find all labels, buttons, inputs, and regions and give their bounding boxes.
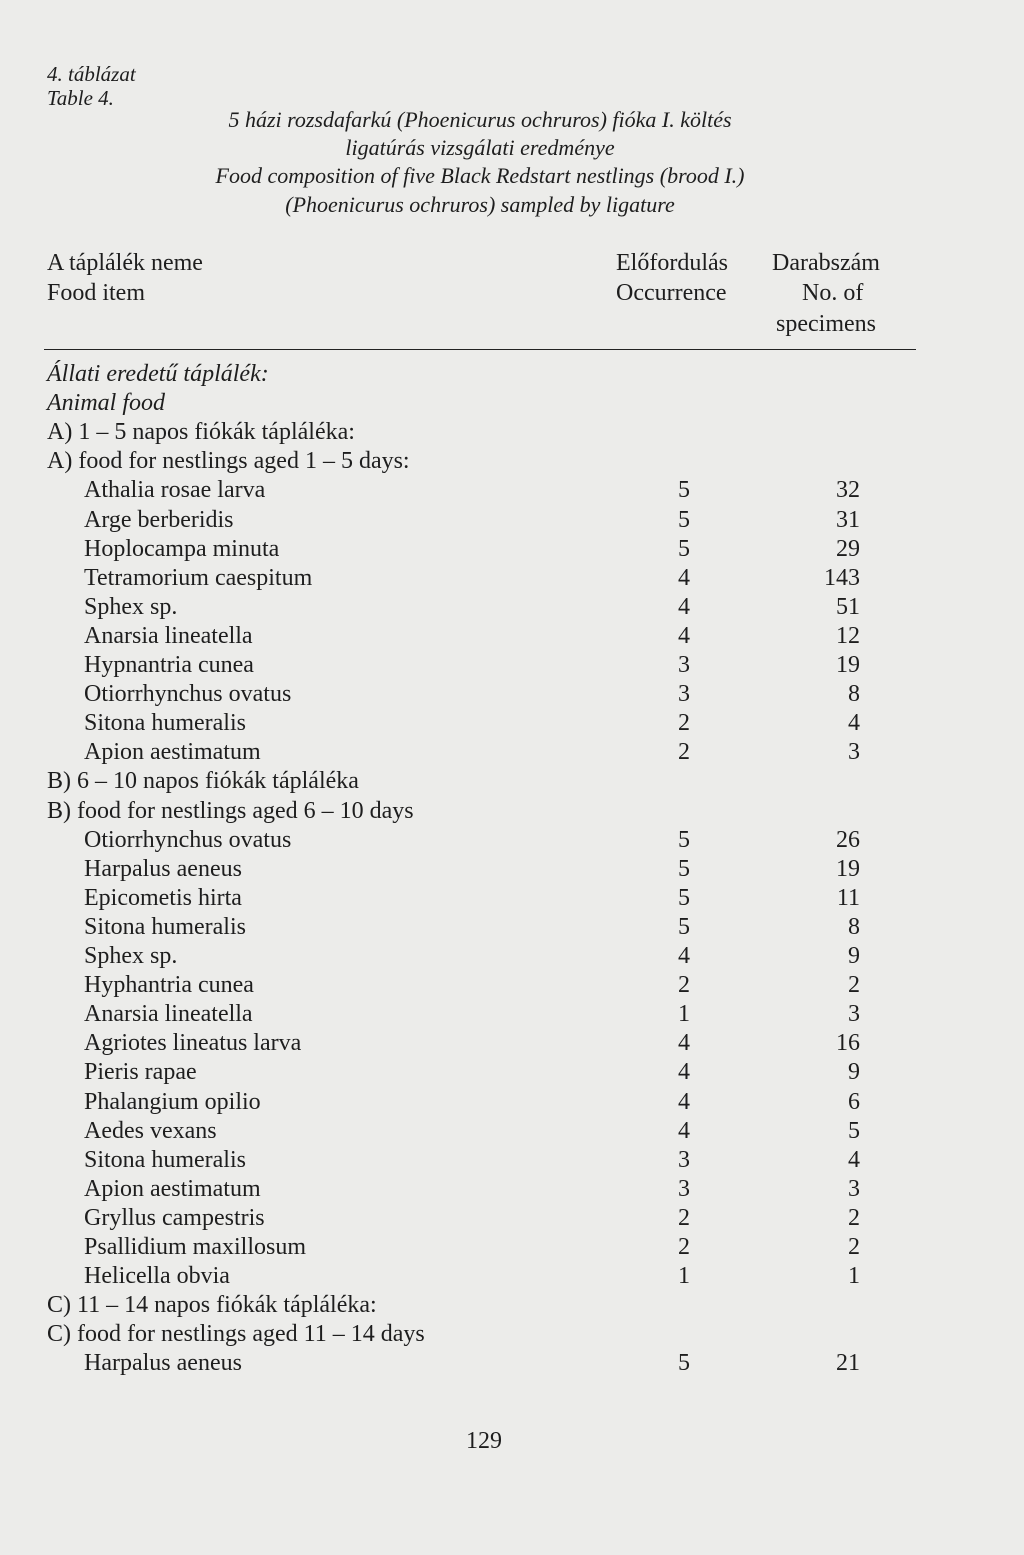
specimen-count-value: 21 bbox=[836, 1350, 860, 1377]
occurrence-value: 2 bbox=[678, 739, 690, 766]
occurrence-value: 5 bbox=[678, 884, 690, 911]
specimen-count-value: 3 bbox=[848, 739, 860, 766]
table-row bbox=[0, 709, 1024, 738]
section-heading bbox=[0, 447, 1024, 476]
specimen-count-value: 2 bbox=[848, 1204, 860, 1231]
section-label: Állati eredetű táplálék: bbox=[47, 361, 269, 387]
header-occurrence-en: Occurrence bbox=[616, 280, 727, 306]
occurrence-value: 4 bbox=[678, 1030, 690, 1057]
food-item-name: Sitona humeralis bbox=[84, 913, 246, 940]
table-row bbox=[0, 738, 1024, 767]
occurrence-value: 5 bbox=[678, 506, 690, 533]
specimen-count-value: 143 bbox=[824, 564, 860, 591]
specimen-count-value: 11 bbox=[836, 884, 860, 911]
occurrence-value: 4 bbox=[678, 1117, 690, 1144]
specimen-count-value: 9 bbox=[848, 943, 860, 969]
table-row bbox=[0, 535, 1024, 564]
table-row bbox=[0, 1349, 1024, 1378]
specimen-count-value: 4 bbox=[848, 710, 860, 737]
food-item-name: Hypnantria cunea bbox=[84, 652, 254, 678]
section-label: C) 11 – 14 napos fiókák tápláléka: bbox=[47, 1292, 377, 1319]
specimen-count-value: 9 bbox=[848, 1059, 860, 1086]
occurrence-value: 4 bbox=[678, 564, 690, 591]
food-item-name: Anarsia lineatella bbox=[84, 622, 253, 649]
food-item-name: Aedes vexans bbox=[84, 1117, 217, 1144]
specimen-count-value: 12 bbox=[836, 622, 860, 649]
occurrence-value: 3 bbox=[678, 1175, 690, 1202]
table-label-en: Table 4. bbox=[47, 86, 114, 110]
occurrence-value: 5 bbox=[678, 535, 690, 562]
specimen-count-value: 31 bbox=[836, 506, 860, 533]
food-item-name: Pieris rapae bbox=[84, 1059, 197, 1086]
occurrence-value: 4 bbox=[678, 593, 690, 620]
header-food-en: Food item bbox=[47, 280, 146, 306]
specimen-count-value: 32 bbox=[836, 477, 860, 504]
specimen-count-value: 3 bbox=[848, 1001, 860, 1028]
table-row bbox=[0, 942, 1024, 971]
occurrence-value: 5 bbox=[678, 913, 690, 940]
section-heading bbox=[0, 1320, 1024, 1349]
section-heading bbox=[0, 767, 1024, 796]
table-row bbox=[0, 1029, 1024, 1058]
food-item-name: Arge berberidis bbox=[84, 506, 234, 533]
table-row bbox=[0, 1000, 1024, 1029]
table-row bbox=[0, 855, 1024, 884]
table-row bbox=[0, 564, 1024, 593]
header-count-en-line1: No. of bbox=[802, 280, 864, 306]
table-row bbox=[0, 506, 1024, 535]
specimen-count-value: 8 bbox=[848, 913, 860, 940]
specimen-count-value: 4 bbox=[848, 1146, 860, 1173]
specimen-count-value: 2 bbox=[848, 1234, 860, 1260]
specimen-count-value: 3 bbox=[848, 1175, 860, 1202]
section-label: A) food for nestlings aged 1 – 5 days: bbox=[47, 448, 410, 475]
section-heading bbox=[0, 797, 1024, 826]
caption-en-line1: Food composition of five Black Redstart nestlings (brood I.) bbox=[215, 163, 745, 188]
food-item-name: Otiorrhynchus ovatus bbox=[84, 681, 292, 708]
occurrence-value: 2 bbox=[678, 972, 690, 999]
table-row bbox=[0, 1146, 1024, 1175]
section-label: C) food for nestlings aged 11 – 14 days bbox=[47, 1321, 425, 1348]
table-row bbox=[0, 593, 1024, 622]
occurrence-value: 4 bbox=[678, 622, 690, 649]
food-item-name: Hyphantria cunea bbox=[84, 972, 254, 999]
food-item-name: Harpalus aeneus bbox=[84, 855, 242, 882]
occurrence-value: 5 bbox=[678, 1350, 690, 1377]
specimen-count-value: 51 bbox=[836, 593, 860, 620]
table-row bbox=[0, 476, 1024, 505]
table-row bbox=[0, 1233, 1024, 1262]
specimen-count-value: 1 bbox=[848, 1263, 860, 1290]
food-item-name: Athalia rosae larva bbox=[84, 477, 266, 504]
food-item-name: Sitona humeralis bbox=[84, 1146, 246, 1173]
food-item-name: Tetramorium caespitum bbox=[84, 564, 313, 591]
header-rule bbox=[44, 349, 916, 350]
specimen-count-value: 5 bbox=[848, 1117, 860, 1144]
specimen-count-value: 29 bbox=[836, 535, 860, 562]
occurrence-value: 4 bbox=[678, 1059, 690, 1086]
food-item-name: Gryllus campestris bbox=[84, 1204, 265, 1231]
table-row bbox=[0, 913, 1024, 942]
table-row bbox=[0, 971, 1024, 1000]
food-item-name: Agriotes lineatus larva bbox=[84, 1030, 302, 1057]
occurrence-value: 4 bbox=[678, 943, 690, 969]
section-heading bbox=[0, 360, 1024, 389]
caption-hu-line2: ligatúrás vizsgálati eredménye bbox=[345, 135, 615, 160]
specimen-count-value: 26 bbox=[836, 826, 860, 853]
table-row bbox=[0, 1058, 1024, 1087]
occurrence-value: 5 bbox=[678, 855, 690, 882]
food-item-name: Epicometis hirta bbox=[84, 884, 242, 911]
header-occurrence-hu: Előfordulás bbox=[616, 250, 728, 276]
food-item-name: Helicella obvia bbox=[84, 1263, 230, 1290]
header-food-hu: A táplálék neme bbox=[47, 250, 203, 276]
occurrence-value: 4 bbox=[678, 1088, 690, 1115]
occurrence-value: 2 bbox=[678, 1204, 690, 1231]
food-item-name: Harpalus aeneus bbox=[84, 1350, 242, 1377]
occurrence-value: 3 bbox=[678, 681, 690, 708]
occurrence-value: 5 bbox=[678, 477, 690, 504]
table-row bbox=[0, 651, 1024, 680]
section-label: A) 1 – 5 napos fiókák tápláléka: bbox=[47, 419, 355, 446]
table-row bbox=[0, 1088, 1024, 1117]
specimen-count-value: 19 bbox=[836, 652, 860, 678]
specimen-count-value: 16 bbox=[836, 1030, 860, 1057]
occurrence-value: 1 bbox=[678, 1001, 690, 1028]
section-label: Animal food bbox=[47, 390, 165, 417]
food-item-name: Apion aestimatum bbox=[84, 1175, 261, 1202]
food-item-name: Psallidium maxillosum bbox=[84, 1234, 307, 1260]
section-heading bbox=[0, 418, 1024, 447]
table-row bbox=[0, 1262, 1024, 1291]
header-count-en-line2: specimens bbox=[776, 311, 876, 337]
food-item-name: Phalangium opilio bbox=[84, 1088, 261, 1115]
occurrence-value: 1 bbox=[678, 1263, 690, 1290]
table-row bbox=[0, 622, 1024, 651]
occurrence-value: 2 bbox=[678, 1234, 690, 1260]
caption-en-line2: (Phoenicurus ochruros) sampled by ligature bbox=[285, 192, 675, 217]
page-number: 129 bbox=[466, 1428, 502, 1454]
occurrence-value: 5 bbox=[678, 826, 690, 853]
food-item-name: Anarsia lineatella bbox=[84, 1001, 253, 1028]
caption-hu-line1: 5 házi rozsdafarkú (Phoenicurus ochruros) fióka I. költés bbox=[228, 107, 732, 132]
header-count-hu: Darabszám bbox=[772, 250, 880, 276]
occurrence-value: 3 bbox=[678, 1146, 690, 1173]
table-row bbox=[0, 826, 1024, 855]
specimen-count-value: 2 bbox=[848, 972, 860, 999]
food-item-name: Otiorrhynchus ovatus bbox=[84, 826, 292, 853]
section-heading bbox=[0, 389, 1024, 418]
table-row bbox=[0, 1204, 1024, 1233]
table-row bbox=[0, 680, 1024, 709]
occurrence-value: 2 bbox=[678, 710, 690, 737]
section-label: B) food for nestlings aged 6 – 10 days bbox=[47, 797, 414, 824]
food-item-name: Sphex sp. bbox=[84, 943, 178, 969]
specimen-count-value: 19 bbox=[836, 855, 860, 882]
food-item-name: Apion aestimatum bbox=[84, 739, 261, 766]
table-label-hu: 4. táblázat bbox=[47, 62, 136, 86]
table-row bbox=[0, 1117, 1024, 1146]
food-item-name: Hoplocampa minuta bbox=[84, 535, 280, 562]
occurrence-value: 3 bbox=[678, 652, 690, 678]
table-row bbox=[0, 1175, 1024, 1204]
food-item-name: Sphex sp. bbox=[84, 593, 178, 620]
specimen-count-value: 8 bbox=[848, 681, 860, 708]
specimen-count-value: 6 bbox=[848, 1088, 860, 1115]
table-row bbox=[0, 884, 1024, 913]
section-heading bbox=[0, 1291, 1024, 1320]
food-item-name: Sitona humeralis bbox=[84, 710, 246, 737]
section-label: B) 6 – 10 napos fiókák tápláléka bbox=[47, 768, 359, 795]
